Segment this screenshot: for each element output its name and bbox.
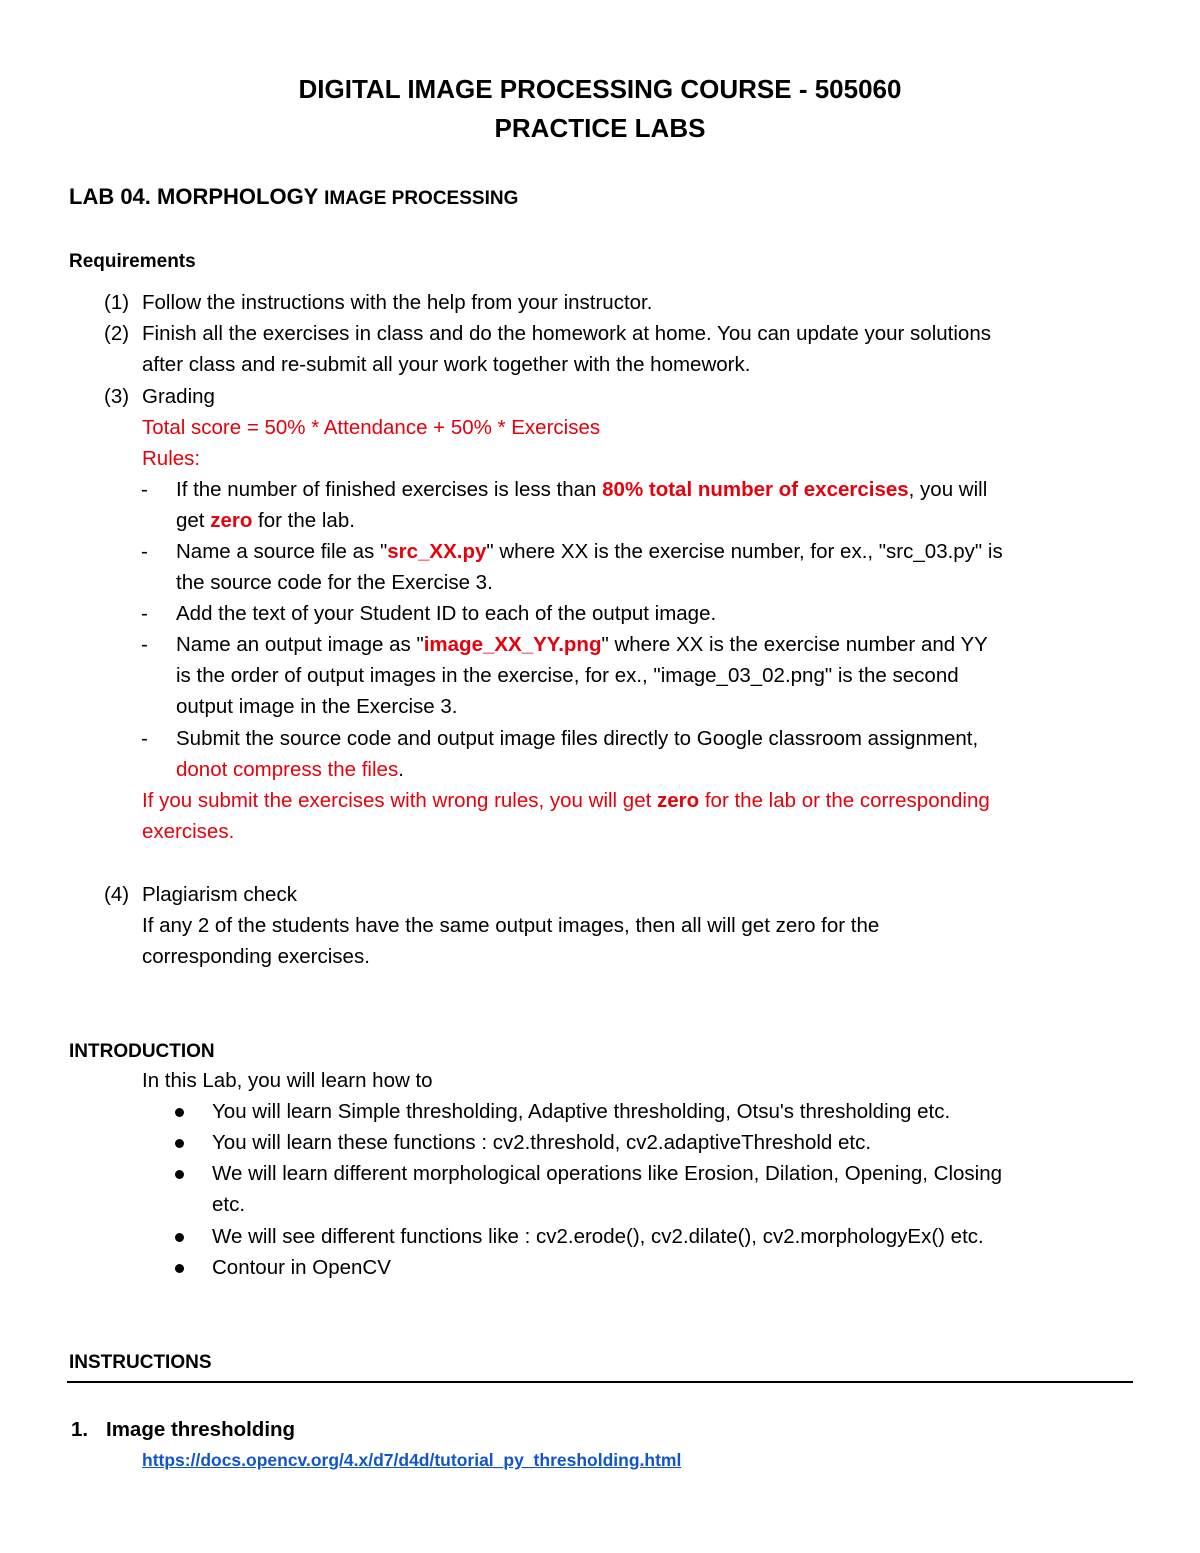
warning-text-a: If you submit the exercises with wrong rules, you will get: [142, 789, 657, 812]
rule-2-line2: the source code for the Exercise 3.: [176, 571, 493, 594]
rule-2-text-b: " where XX is the exercise number, for ex., "src_03.py" is: [486, 540, 1003, 563]
req-item-2-num: (2): [104, 322, 130, 345]
score-formula: Total score = 50% * Attendance + 50% * Exercises: [142, 416, 601, 439]
intro-bullet-text: We will learn different morphological operations like Erosion, Dilation, Opening, Closing: [212, 1162, 1003, 1185]
rules-label: Rules:: [142, 447, 201, 470]
plagiarism-line2: corresponding exercises.: [142, 945, 370, 968]
rule-5-period: .: [398, 758, 404, 781]
req-item-4-label: Plagiarism check: [142, 883, 297, 906]
rule-4-text-a: Name an output image as ": [176, 633, 424, 656]
intro-bullet-text: You will learn these functions : cv2.threshold, cv2.adaptiveThreshold etc.: [212, 1131, 872, 1154]
rule-4-line2: is the order of output images in the exercise, for ex., "image_03_02.png" is the second: [176, 664, 959, 687]
rule-1-zero: zero: [210, 509, 253, 532]
rule-dash: -: [141, 540, 148, 563]
req-item-3-num: (3): [104, 385, 130, 408]
instruction-1-title: Image thresholding: [106, 1418, 296, 1441]
rule-4-line3: output image in the Exercise 3.: [176, 695, 458, 718]
doc-title: DIGITAL IMAGE PROCESSING COURSE - 505060: [298, 74, 902, 104]
rule-4-filename: image_XX_YY.png: [423, 633, 602, 656]
bullet-icon: [175, 1170, 184, 1179]
req-item-1-num: (1): [104, 291, 130, 314]
rule-dash: -: [141, 633, 148, 656]
rule-1-line2: [176, 511, 355, 532]
lab-title: [69, 184, 518, 210]
rule-5-line2: [176, 760, 404, 781]
intro-bullet-text: Contour in OpenCV: [212, 1256, 391, 1279]
rule-dash: -: [141, 478, 148, 501]
section-divider: [67, 1381, 1133, 1383]
rule-1-text-d: for the lab.: [252, 509, 355, 532]
bullet-icon: [175, 1264, 184, 1273]
tutorial-link[interactable]: https://docs.opencv.org/4.x/d7/d4d/tutorial_py_thresholding.html: [142, 1450, 682, 1470]
req-item-3-label: Grading: [142, 385, 215, 408]
rule-dash: -: [141, 602, 148, 625]
req-item-2-line1: Finish all the exercises in class and do the homework at home. You can update your solutions: [142, 322, 991, 345]
req-item-1-text: Follow the instructions with the help from your instructor.: [142, 291, 653, 314]
warning-zero: zero: [657, 789, 700, 812]
rule-2-text-a: Name a source file as ": [176, 540, 388, 563]
req-item-4-num: (4): [104, 883, 130, 906]
rule-4-text-b: " where XX is the exercise number and YY: [601, 633, 988, 656]
intro-bullet-continuation: etc.: [212, 1193, 246, 1216]
requirements-heading: Requirements: [69, 251, 196, 272]
req-item-2-line2: after class and re-submit all your work together with the homework.: [142, 353, 751, 376]
rule-dash: -: [141, 727, 148, 750]
rule-1-text-a: If the number of finished exercises is less than: [176, 478, 603, 501]
warning-text-b: for the lab or the corresponding: [699, 789, 990, 812]
rule-3-text: Add the text of your Student ID to each of the output image.: [176, 602, 717, 625]
instructions-heading: INSTRUCTIONS: [69, 1352, 212, 1373]
instruction-1-num: 1.: [71, 1418, 89, 1441]
instruction-1-link-wrap: [142, 1450, 681, 1471]
warning-line1: [142, 791, 990, 812]
bullet-icon: [175, 1108, 184, 1117]
lab-title-main: LAB 04. MORPHOLOGY: [69, 184, 318, 209]
bullet-icon: [175, 1233, 184, 1242]
rule-1-text-b: , you will: [908, 478, 988, 501]
intro-bullet-text: You will learn Simple thresholding, Adaptive thresholding, Otsu's thresholding etc.: [212, 1100, 951, 1123]
warning-line2: exercises.: [142, 820, 235, 843]
rule-5-text: Submit the source code and output image files directly to Google classroom assignment,: [176, 727, 979, 750]
rule-1-text-c: get: [176, 509, 211, 532]
rule-2-filename: src_XX.py: [387, 540, 487, 563]
bullet-icon: [175, 1139, 184, 1148]
introduction-heading: INTRODUCTION: [69, 1041, 215, 1062]
lab-title-sub: IMAGE PROCESSING: [324, 188, 519, 209]
rule-1-highlight: 80% total number of excercises: [602, 478, 909, 501]
doc-subtitle: PRACTICE LABS: [494, 113, 706, 143]
rule-5-no-compress: donot compress the files: [176, 758, 399, 781]
plagiarism-line1: If any 2 of the students have the same output images, then all will get zero for the: [142, 914, 880, 937]
intro-lead: In this Lab, you will learn how to: [142, 1069, 433, 1092]
intro-bullet-text: We will see different functions like : cv2.erode(), cv2.dilate(), cv2.morphologyEx() etc.: [212, 1225, 984, 1248]
